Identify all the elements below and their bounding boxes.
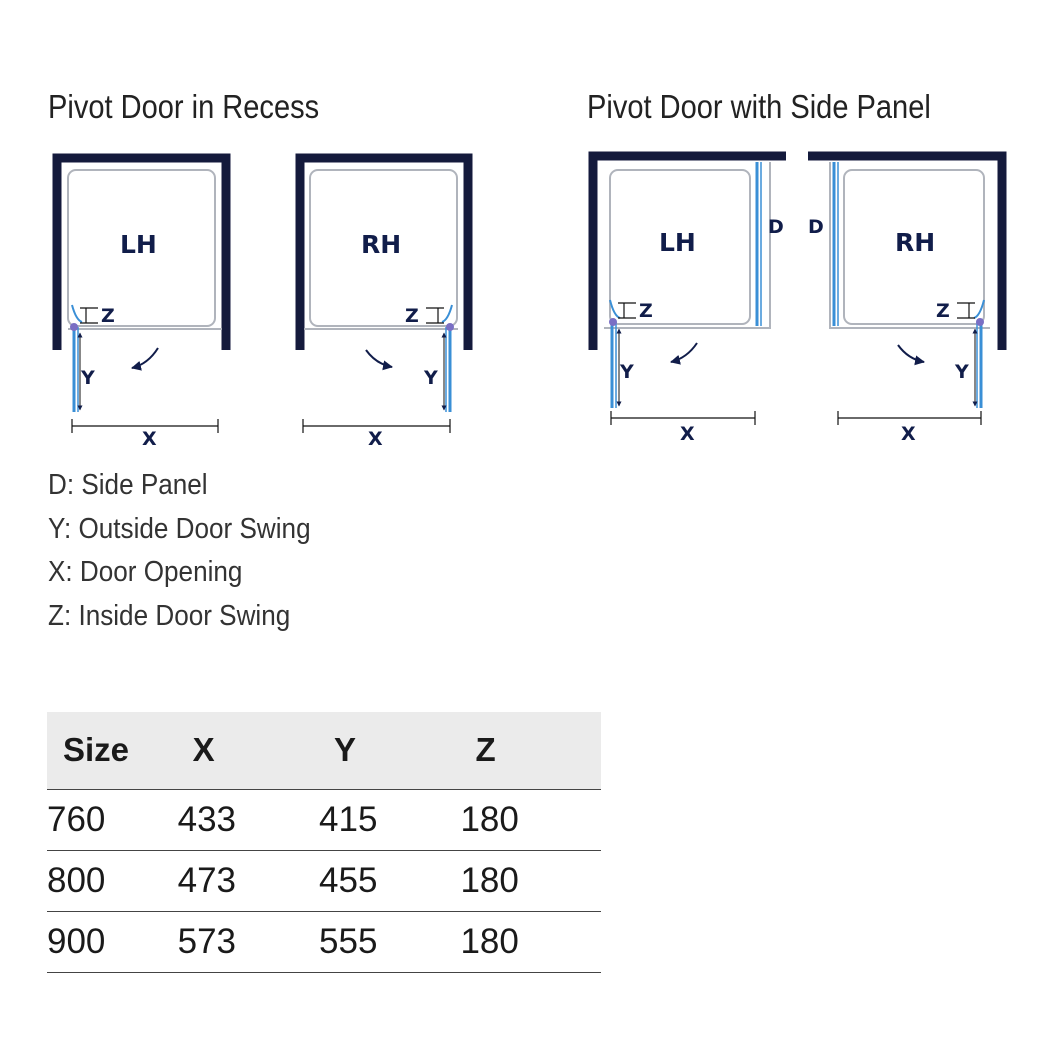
sidepanel-rh-swing-arrow (898, 345, 924, 362)
cell-z: 180 (460, 799, 519, 839)
diagram-recess-rh (300, 158, 468, 450)
recess-rh-hinge-dot (446, 323, 454, 331)
table-row (47, 789, 601, 850)
sidepanel-rh-y-label: Y (955, 361, 969, 383)
sidepanel-rh-label: RH (895, 228, 936, 257)
diagram-recess-lh (57, 158, 226, 450)
sidepanel-lh-d-label: D (768, 216, 784, 238)
cell-x: 433 (177, 799, 237, 839)
recess-lh-hinge-dot (70, 323, 78, 331)
sidepanel-lh-y-label: Y (620, 361, 634, 383)
sidepanel-rh-hinge-dot (976, 318, 984, 326)
sidepanel-rh-z-label: Z (936, 300, 950, 322)
heading-pivot-door-with-side-panel: Pivot Door with Side Panel (587, 88, 931, 125)
cell-y: 415 (319, 799, 378, 839)
recess-rh-label: RH (361, 230, 402, 259)
recess-lh-y-label: Y (81, 367, 95, 389)
legend-item-door-opening: X: Door Opening (48, 556, 243, 588)
legend-item-outside-door-swing: Y: Outside Door Swing (48, 512, 311, 545)
recess-rh-x-label: X (368, 428, 383, 450)
recess-rh-z-label: Z (405, 305, 419, 327)
recess-lh-x-label: X (142, 428, 157, 450)
heading-pivot-door-in-recess: Pivot Door in Recess (48, 88, 320, 125)
sidepanel-lh-label: LH (659, 228, 696, 257)
header-size: Size (63, 731, 130, 769)
diagram-sidepanel-rh (808, 156, 1002, 445)
cell-z: 180 (460, 921, 519, 961)
recess-lh-label: LH (120, 230, 157, 259)
recess-lh-swing-arrow (132, 348, 158, 368)
recess-rh-swing-arrow (366, 350, 392, 367)
recess-rh-y-label: Y (424, 367, 438, 389)
header-y: Y (334, 731, 357, 769)
legend (48, 468, 340, 642)
cell-z: 180 (460, 860, 519, 900)
dimensions-table (47, 712, 601, 973)
cell-y: 455 (319, 860, 378, 900)
sidepanel-lh-x-label: X (680, 423, 695, 445)
cell-x: 573 (177, 921, 237, 961)
table-row (47, 850, 601, 911)
table-row (47, 911, 601, 972)
sidepanel-lh-hinge-dot (609, 318, 617, 326)
cell-size: 760 (47, 799, 106, 839)
sidepanel-lh-swing-arrow (671, 343, 697, 362)
table-header-row (47, 712, 601, 789)
header-z: Z (475, 731, 496, 769)
sidepanel-rh-x-label: X (901, 423, 916, 445)
diagram-sidepanel-lh (593, 156, 786, 445)
sidepanel-lh-z-label: Z (639, 300, 653, 322)
cell-y: 555 (319, 921, 378, 961)
legend-item-side-panel: D: Side Panel (48, 469, 208, 501)
cell-size: 800 (47, 860, 106, 900)
recess-lh-z-label: Z (101, 305, 115, 327)
cell-x: 473 (177, 860, 237, 900)
cell-size: 900 (47, 921, 106, 961)
sidepanel-rh-d-label: D (808, 216, 824, 238)
header-x: X (192, 731, 215, 769)
legend-item-inside-door-swing: Z: Inside Door Swing (48, 599, 291, 632)
